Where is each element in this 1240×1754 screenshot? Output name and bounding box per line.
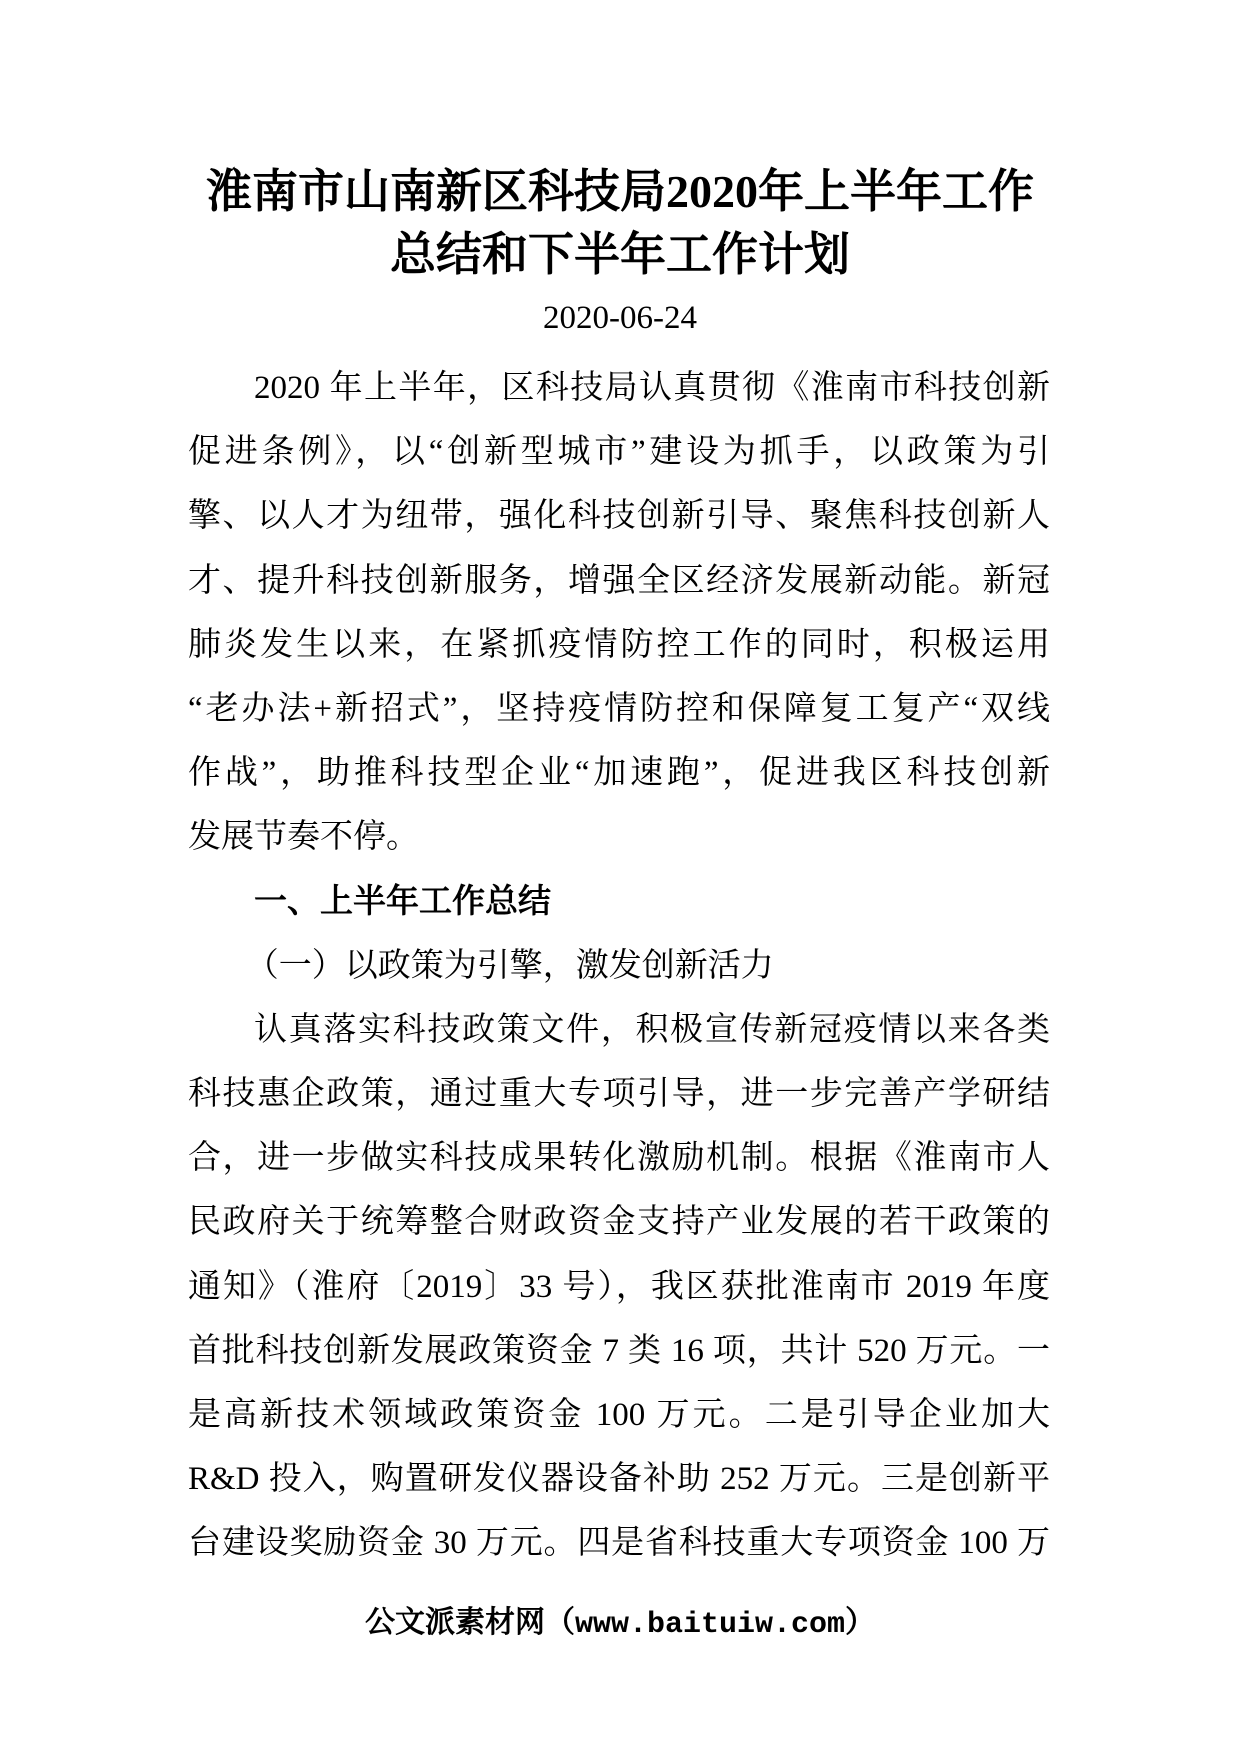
paragraph-line: 才、提升科技创新服务，增强全区经济发展新动能。新冠 (188, 562, 1050, 599)
paragraph-line: 认真落实科技政策文件，积极宣传新冠疫情以来各类 (254, 1011, 1050, 1048)
paragraph-line: “老办法+新招式”，坚持疫情防控和保障复工复产“双线 (188, 690, 1050, 727)
paragraph-line: 通知》（淮府〔2019〕33 号），我区获批淮南市 2019 年度 (188, 1268, 1050, 1305)
section-heading: 一、上半年工作总结 (254, 883, 551, 920)
paragraph-line: 2020 年上半年，区科技局认真贯彻《淮南市科技创新 (254, 370, 1050, 406)
paragraph-line: R&D 投入，购置研发仪器设备补助 252 万元。三是创新平 (188, 1461, 1050, 1498)
footer-watermark: 公文派素材网（www.baituiw.com） (364, 1608, 876, 1642)
paragraph-line: 民政府关于统筹整合财政资金支持产业发展的若干政策的 (188, 1204, 1050, 1241)
paragraph-line: 促进条例》，以“创新型城市”建设为抓手，以政策为引 (188, 434, 1050, 471)
document-title (0, 160, 1240, 286)
title-line: 淮南市山南新区科技局2020年上半年工作 (206, 166, 1034, 217)
body-paragraph (188, 998, 1050, 1576)
paragraph-line: 擎、以人才为纽带，强化科技创新引导、聚焦科技创新人 (188, 498, 1050, 535)
paragraph-line: 肺炎发生以来，在紧抓疫情防控工作的同时，积极运用 (188, 626, 1050, 663)
document-body (188, 356, 1050, 1576)
paragraph-line: 发展节奏不停。 (188, 819, 419, 856)
paragraph-line: 合，进一步做实科技成果转化激励机制。根据《淮南市人 (188, 1140, 1050, 1177)
subsection-heading: （一）以政策为引擎，激发创新活力 (245, 947, 774, 984)
paragraph-line: 作战”，助推科技型企业“加速跑”，促进我区科技创新 (188, 755, 1050, 792)
paragraph-line: 台建设奖励资金 30 万元。四是省科技重大专项资金 100 万 (188, 1525, 1051, 1562)
paragraph-line: 是高新技术领域政策资金 100 万元。二是引导企业加大 (188, 1397, 1050, 1433)
document-date: 2020-06-24 (543, 300, 697, 336)
paragraph-line: 科技惠企政策，通过重大专项引导，进一步完善产学研结 (188, 1076, 1050, 1113)
title-line: 总结和下半年工作计划 (390, 229, 850, 280)
paragraph-line: 首批科技创新发展政策资金 7 类 16 项，共计 520 万元。一 (188, 1332, 1050, 1369)
intro-paragraph (188, 356, 1050, 870)
